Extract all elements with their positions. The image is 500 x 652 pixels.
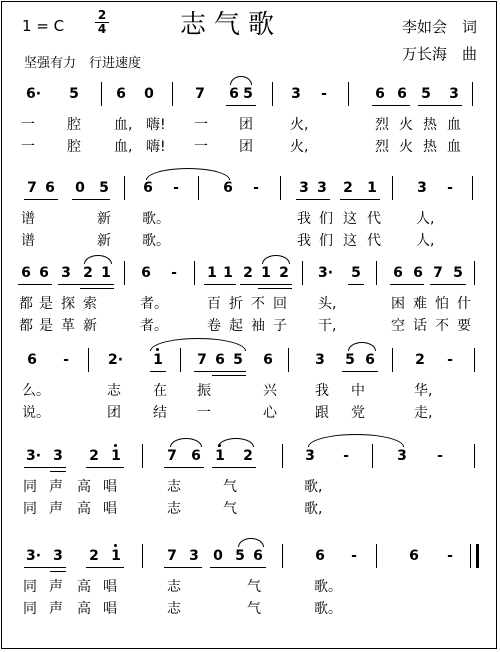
lyric-char: 都 bbox=[19, 318, 33, 334]
lyric-char: 跟 bbox=[315, 405, 329, 421]
note: 7 bbox=[167, 548, 177, 564]
lyric-char: 火 bbox=[399, 117, 413, 133]
note: 6 bbox=[365, 352, 375, 368]
score-row-3 bbox=[0, 265, 500, 349]
note: 6 bbox=[263, 352, 273, 368]
lyric-char: 血 bbox=[447, 139, 461, 155]
note: - bbox=[447, 548, 453, 564]
lyric-char: 我 bbox=[297, 233, 311, 249]
note: - bbox=[343, 448, 349, 464]
lyric-char: 索 bbox=[83, 296, 97, 312]
lyric-char: 说。 bbox=[22, 405, 50, 421]
time-signature-bottom: 4 bbox=[97, 22, 107, 36]
lyric-char: 一 bbox=[194, 117, 208, 133]
lyric-char: 革 bbox=[61, 318, 75, 334]
lyric-char: 在 bbox=[153, 383, 167, 399]
note: 6 bbox=[215, 352, 225, 368]
lyric-char: 都 bbox=[19, 296, 33, 312]
note: 5 bbox=[235, 548, 245, 564]
note: 1 bbox=[111, 548, 121, 564]
lyric-char: 嗨! bbox=[146, 139, 166, 155]
note: 5 bbox=[453, 265, 463, 281]
lyric-char: 一 bbox=[197, 405, 211, 421]
note: 3· bbox=[26, 448, 42, 464]
lyric-char: 么。 bbox=[22, 383, 50, 399]
note: - bbox=[321, 86, 327, 102]
note: 1 bbox=[207, 265, 217, 281]
lyric-char: 唱 bbox=[103, 601, 117, 617]
lyric-char: 志 bbox=[107, 383, 121, 399]
lyric-char: 者。 bbox=[140, 296, 168, 312]
note: 3 bbox=[417, 180, 427, 196]
note: 3 bbox=[315, 352, 325, 368]
lyricist-credit: 李如会 词 bbox=[402, 18, 478, 36]
lyric-char: 是 bbox=[39, 296, 53, 312]
lyric-char: 回 bbox=[273, 296, 287, 312]
lyric-char: 血, bbox=[114, 139, 133, 155]
lyric-char: 不 bbox=[251, 296, 265, 312]
note: 1 bbox=[111, 448, 121, 464]
note: 3 bbox=[291, 86, 301, 102]
note: 3 bbox=[317, 180, 327, 196]
lyric-char: 热 bbox=[423, 117, 437, 133]
note: 6 bbox=[393, 265, 403, 281]
lyric-char: 血 bbox=[447, 117, 461, 133]
note: 1 bbox=[367, 180, 377, 196]
note: 6 bbox=[375, 86, 385, 102]
note: 3 bbox=[61, 265, 71, 281]
note: 3 bbox=[53, 548, 63, 564]
note: - bbox=[63, 352, 69, 368]
lyric-char: 华, bbox=[414, 383, 433, 399]
score-row-1 bbox=[0, 86, 500, 170]
note: 6 bbox=[143, 180, 153, 196]
lyric-char: 团 bbox=[239, 139, 253, 155]
lyric-char: 困 bbox=[391, 296, 405, 312]
lyric-char: 声 bbox=[49, 601, 63, 617]
note: 5 bbox=[421, 86, 431, 102]
lyric-char: 兴 bbox=[263, 383, 277, 399]
lyric-char: 百 bbox=[207, 296, 221, 312]
note: 0 bbox=[144, 86, 154, 102]
key-signature: 1 = C bbox=[22, 17, 65, 35]
note: 5 bbox=[99, 180, 109, 196]
lyric-char: 们 bbox=[319, 233, 333, 249]
lyric-char: 是 bbox=[39, 318, 53, 334]
lyric-char: 子 bbox=[273, 318, 287, 334]
lyric-char: 志 bbox=[167, 579, 181, 595]
lyric-char: 气 bbox=[247, 579, 261, 595]
note: 1 bbox=[101, 265, 111, 281]
note: 6 bbox=[191, 448, 201, 464]
lyric-char: 声 bbox=[49, 501, 63, 517]
time-signature bbox=[95, 10, 109, 35]
lyric-char: 难 bbox=[413, 296, 427, 312]
lyric-char: 血, bbox=[114, 117, 133, 133]
lyric-char: 热 bbox=[423, 139, 437, 155]
lyric-char: 唱 bbox=[103, 579, 117, 595]
lyric-char: 声 bbox=[49, 579, 63, 595]
lyric-char: 同 bbox=[23, 601, 37, 617]
lyric-char: 代 bbox=[367, 211, 381, 227]
lyric-char: 头, bbox=[318, 296, 337, 312]
lyric-char: 我 bbox=[297, 211, 311, 227]
note: 3· bbox=[318, 265, 334, 281]
lyric-char: 走, bbox=[414, 405, 433, 421]
note: 5 bbox=[243, 86, 253, 102]
note: 2 bbox=[83, 265, 93, 281]
note: 7 bbox=[167, 448, 177, 464]
note: 2 bbox=[89, 548, 99, 564]
lyric-char: 一 bbox=[21, 139, 35, 155]
song-title: 志气歌 bbox=[180, 10, 283, 40]
score-row-2 bbox=[0, 180, 500, 264]
lyric-char: 歌。 bbox=[142, 233, 170, 249]
lyric-char: 者。 bbox=[140, 318, 168, 334]
note: 2 bbox=[243, 265, 253, 281]
lyric-char: 志 bbox=[167, 479, 181, 495]
note: - bbox=[351, 548, 357, 564]
note: 6 bbox=[397, 86, 407, 102]
lyric-char: 声 bbox=[49, 479, 63, 495]
note: 6 bbox=[223, 180, 233, 196]
lyric-char: 这 bbox=[343, 233, 357, 249]
lyric-char: 高 bbox=[77, 601, 91, 617]
lyric-char: 这 bbox=[343, 211, 357, 227]
lyric-char: 烈 bbox=[375, 117, 389, 133]
score-row-6 bbox=[0, 548, 500, 632]
lyric-char: 们 bbox=[319, 211, 333, 227]
note: 3 bbox=[449, 86, 459, 102]
lyric-char: 歌。 bbox=[314, 601, 342, 617]
lyric-char: 志 bbox=[167, 501, 181, 517]
note: 6 bbox=[229, 86, 239, 102]
lyric-char: 唱 bbox=[103, 479, 117, 495]
lyric-char: 干, bbox=[318, 318, 337, 334]
lyric-char: 腔 bbox=[67, 139, 81, 155]
lyric-char: 高 bbox=[77, 479, 91, 495]
lyric-char: 谱 bbox=[21, 233, 35, 249]
note: 7 bbox=[433, 265, 443, 281]
lyric-char: 谱 bbox=[21, 211, 35, 227]
note: 6 bbox=[39, 265, 49, 281]
note: 3· bbox=[26, 548, 42, 564]
note: 3 bbox=[53, 448, 63, 464]
lyric-char: 中 bbox=[351, 383, 365, 399]
lyric-char: 气 bbox=[223, 501, 237, 517]
note: - bbox=[171, 265, 177, 281]
note: 6 bbox=[413, 265, 423, 281]
lyric-char: 什 bbox=[457, 296, 471, 312]
note: - bbox=[253, 180, 259, 196]
lyric-char: 探 bbox=[61, 296, 75, 312]
lyric-char: 同 bbox=[23, 579, 37, 595]
note: 1 bbox=[153, 352, 163, 368]
time-signature-top: 2 bbox=[97, 8, 107, 22]
tempo-marking: 坚强有力 行进速度 bbox=[24, 56, 142, 71]
lyric-char: 人, bbox=[416, 211, 435, 227]
lyric-char: 气 bbox=[223, 479, 237, 495]
note: 1 bbox=[215, 448, 225, 464]
note: - bbox=[173, 180, 179, 196]
note: - bbox=[447, 352, 453, 368]
lyric-char: 结 bbox=[153, 405, 167, 421]
lyric-char: 歌, bbox=[304, 501, 323, 517]
note: 3 bbox=[189, 548, 199, 564]
note: - bbox=[437, 448, 443, 464]
note: 6 bbox=[21, 265, 31, 281]
lyric-char: 嗨! bbox=[146, 117, 166, 133]
note: 3 bbox=[305, 448, 315, 464]
lyric-char: 我 bbox=[315, 383, 329, 399]
note: 6 bbox=[409, 548, 419, 564]
lyric-char: 话 bbox=[413, 318, 427, 334]
note: 7 bbox=[27, 180, 37, 196]
lyric-char: 人, bbox=[416, 233, 435, 249]
lyric-char: 不 bbox=[435, 318, 449, 334]
note: 5 bbox=[345, 352, 355, 368]
note: 2 bbox=[243, 448, 253, 464]
lyric-char: 振 bbox=[197, 383, 211, 399]
lyric-char: 火 bbox=[399, 139, 413, 155]
lyric-char: 一 bbox=[21, 117, 35, 133]
note: 2 bbox=[279, 265, 289, 281]
note: 6 bbox=[141, 265, 151, 281]
note: 5 bbox=[69, 86, 79, 102]
note: - bbox=[447, 180, 453, 196]
lyric-char: 代 bbox=[367, 233, 381, 249]
note: 2· bbox=[108, 352, 124, 368]
lyric-char: 同 bbox=[23, 479, 37, 495]
note: 5 bbox=[233, 352, 243, 368]
lyric-char: 新 bbox=[97, 211, 111, 227]
note: 1 bbox=[223, 265, 233, 281]
note: 6 bbox=[253, 548, 263, 564]
note: 6 bbox=[315, 548, 325, 564]
lyric-char: 唱 bbox=[103, 501, 117, 517]
lyric-char: 歌。 bbox=[142, 211, 170, 227]
lyric-char: 歌。 bbox=[314, 579, 342, 595]
lyric-char: 烈 bbox=[375, 139, 389, 155]
note: 3 bbox=[299, 180, 309, 196]
lyric-char: 志 bbox=[167, 601, 181, 617]
lyric-char: 新 bbox=[97, 233, 111, 249]
lyric-char: 空 bbox=[391, 318, 405, 334]
lyric-char: 袖 bbox=[251, 318, 265, 334]
score-row-5 bbox=[0, 448, 500, 532]
lyric-char: 团 bbox=[107, 405, 121, 421]
lyric-char: 团 bbox=[239, 117, 253, 133]
lyric-char: 要 bbox=[457, 318, 471, 334]
note: 2 bbox=[415, 352, 425, 368]
note: 5 bbox=[351, 265, 361, 281]
lyric-char: 气 bbox=[247, 601, 261, 617]
lyric-char: 卷 bbox=[207, 318, 221, 334]
lyric-char: 怕 bbox=[435, 296, 449, 312]
lyric-char: 起 bbox=[229, 318, 243, 334]
note: 2 bbox=[343, 180, 353, 196]
lyric-char: 折 bbox=[229, 296, 243, 312]
note: 0 bbox=[75, 180, 85, 196]
note: 7 bbox=[197, 352, 207, 368]
lyric-char: 同 bbox=[23, 501, 37, 517]
lyric-char: 一 bbox=[194, 139, 208, 155]
note: 6 bbox=[116, 86, 126, 102]
lyric-char: 高 bbox=[77, 579, 91, 595]
note: 6 bbox=[27, 352, 37, 368]
lyric-char: 火, bbox=[290, 117, 309, 133]
lyric-char: 党 bbox=[351, 405, 365, 421]
note: 2 bbox=[89, 448, 99, 464]
lyric-char: 心 bbox=[263, 405, 277, 421]
score-row-4 bbox=[0, 352, 500, 436]
lyric-char: 火, bbox=[290, 139, 309, 155]
lyric-char: 新 bbox=[83, 318, 97, 334]
lyric-char: 高 bbox=[77, 501, 91, 517]
composer-credit: 万长海 曲 bbox=[402, 45, 478, 63]
lyric-char: 腔 bbox=[67, 117, 81, 133]
lyric-char: 歌, bbox=[304, 479, 323, 495]
note: 6 bbox=[45, 180, 55, 196]
note: 0 bbox=[213, 548, 223, 564]
note: 1 bbox=[261, 265, 271, 281]
note: 7 bbox=[195, 86, 205, 102]
note: 6· bbox=[26, 86, 42, 102]
note: 3 bbox=[397, 448, 407, 464]
